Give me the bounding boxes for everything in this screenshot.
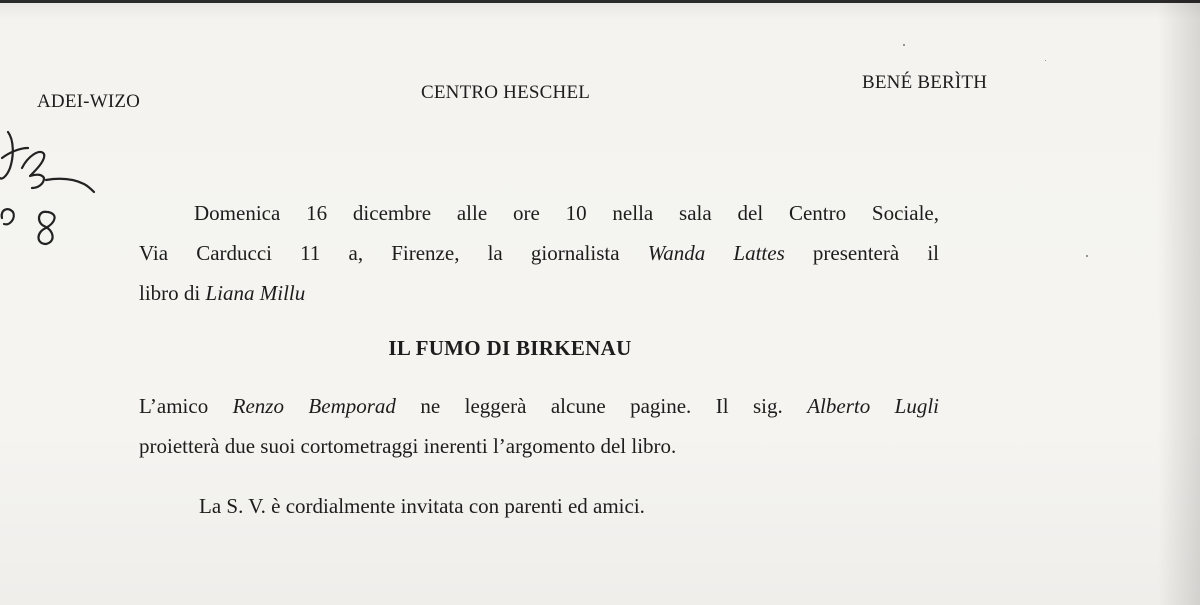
paper-speck — [903, 44, 905, 46]
text-span: libro di — [139, 281, 206, 305]
paragraph-line — [139, 233, 939, 273]
paragraph-line — [139, 273, 939, 313]
reader-name: Renzo Bemporad — [232, 394, 396, 418]
journalist-name: Wanda Lattes — [647, 241, 785, 265]
reading-paragraph — [139, 386, 939, 466]
paragraph-line — [139, 386, 939, 426]
header-org-left: ADEI-WIZO — [37, 91, 141, 112]
text-span: presenterà il — [784, 241, 939, 265]
text-span: ne leggerà alcune pagine. Il sig. — [395, 394, 808, 418]
paper-speck — [1086, 255, 1088, 257]
paragraph-line: Domenica 16 dicembre alle ore 10 nella sala del Centro Sociale, — [194, 201, 939, 225]
paragraph-line: proietterà due suoi cortometraggi inerenti l’argomento del libro. — [139, 434, 677, 458]
handwritten-annotation — [0, 118, 110, 258]
text-span: L’amico — [139, 394, 233, 418]
page-edge-shadow — [1158, 0, 1200, 605]
book-title: IL FUMO DI BIRKENAU — [388, 336, 632, 360]
closing-invitation: La S. V. è cordialmente invitata con parenti ed amici. — [199, 494, 645, 518]
invitation-paragraph — [139, 193, 939, 313]
author-name: Liana Millu — [205, 281, 306, 305]
text-span: Via Carducci 11 a, Firenze, la giornalista — [139, 241, 648, 265]
header-org-center: CENTRO HESCHEL — [421, 82, 591, 103]
filmmaker-name: Alberto Lugli — [807, 394, 939, 418]
paper-speck — [1045, 60, 1046, 61]
header-org-right: BENÉ BERÌTH — [862, 72, 988, 93]
